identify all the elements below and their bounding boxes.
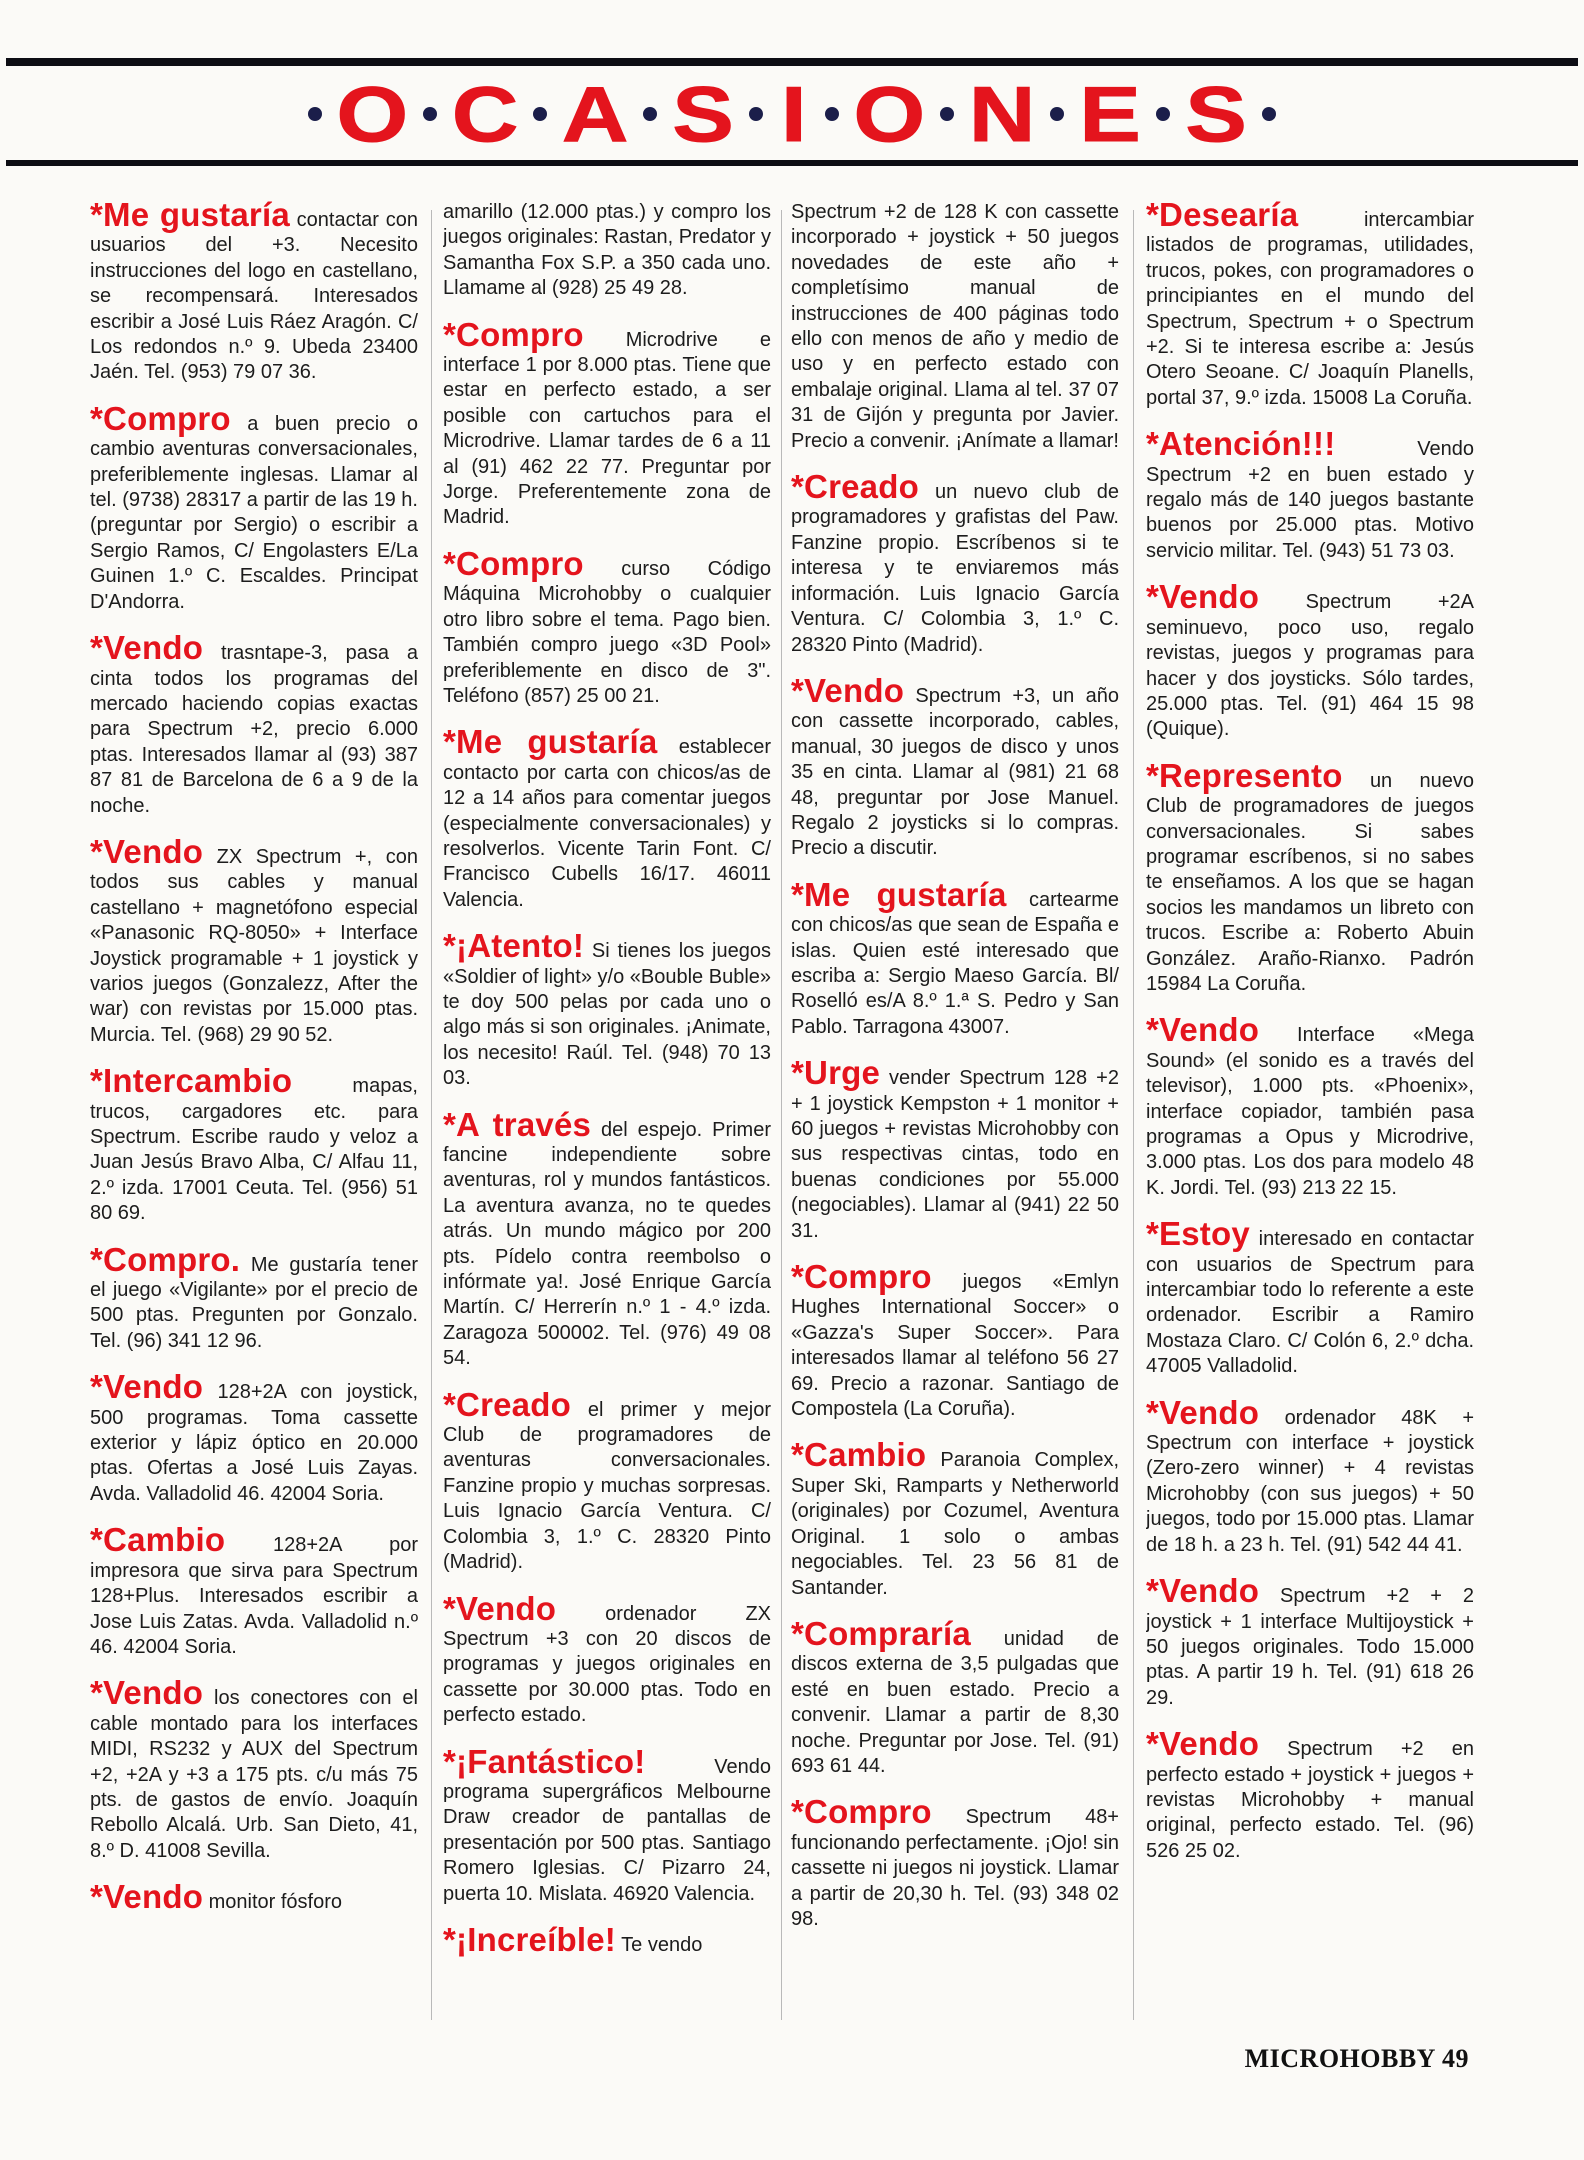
classified-ad <box>791 671 1119 862</box>
classified-ad <box>791 1258 1119 1422</box>
ad-keyword: *Vendo <box>90 629 204 667</box>
ad-text: Spectrum +3, un año con cassette incorporado, cables, manual, 30 juegos de disco y unos 35 en cinta. Llamar al (981) 21 68 48, preguntar por Jose Manuel. Regalo 2 joysticks si lo compras. Precio a discutir. <box>791 684 1119 860</box>
ad-keyword: *A través <box>443 1105 592 1143</box>
ad-text: Spectrum +2 de 128 K con cassette incorporado + joystick + 50 juegos novedades de este año + completísimo manual de instrucciones de 400 páginas todo ello con menos de año y medio de uso y en perfecto estado con embalaje original. Llama al tel. 37 07 31 de Gijón y pregunta por Javier. Precio a convenir. ¡Anímate a llamar! <box>791 201 1119 452</box>
ad-text: monitor fósforo <box>208 1891 343 1914</box>
top-rule <box>6 58 1578 66</box>
ad-text: Spectrum 48+ funcionando perfectamente. ¡Ojo! sin cassette ni juegos ni joystick. Llamar a partir de 20,30 h. Tel. (93) 348 02 98. <box>791 1806 1119 1930</box>
ad-keyword: *Compro <box>443 315 584 353</box>
classified-ad <box>90 1240 418 1355</box>
ad-keyword: *Creado <box>443 1385 571 1423</box>
classified-ad <box>90 200 418 386</box>
ad-keyword: *Vendo <box>1146 1011 1260 1049</box>
classified-ad <box>791 1614 1119 1779</box>
banner-letter: S <box>1185 70 1247 158</box>
banner-letter: N <box>968 70 1036 158</box>
ad-keyword: *Vendo <box>90 832 204 870</box>
ad-keyword: *Vendo <box>1146 578 1260 616</box>
ad-text: Vendo Spectrum +2 en buen estado y regalo más de 140 juegos bastante buenos por 25.000 ptas. Motivo servicio militar. Tel. (943) 51 73 03. <box>1146 438 1474 562</box>
classifieds-column-1 <box>90 200 418 2030</box>
classified-ad <box>1146 200 1474 411</box>
classified-ad <box>443 544 771 709</box>
classified-ad <box>791 1054 1119 1244</box>
ad-keyword: *Vendo <box>443 1589 557 1627</box>
ad-text: cartearme con chicos/as que sean de España e islas. Quien esté interesado que escriba a: Sergio Maeso García. Bl/ Roselló es/A 8.º 1.ª S. Pedro y San Pablo. Tarragona 43007. <box>791 888 1119 1038</box>
classified-ad <box>1146 425 1474 564</box>
ad-keyword: *Atención!!! <box>1146 425 1336 463</box>
ad-keyword: *Vendo <box>791 671 905 709</box>
classified-ad <box>443 200 771 302</box>
ad-keyword: *Vendo <box>1146 1393 1260 1431</box>
ad-text: a buen precio o cambio aventuras conversacionales, preferiblemente inglesas. Llamar al tel. (9738) 28317 a partir de las 19 h. (preguntar por Sergio) o escribir a Sergio Ramos, C/ Engolasters E/La Guinen 1.º C. Escaldes. Principat D'Andorra. <box>90 412 418 613</box>
ad-text: del espejo. Primer fancine independiente sobre aventuras, rol y mundos fantásticos. La aventura avanza, no te quedes atrás. Un mundo mágico por 200 pts. Pídelo contra reembolso o infórmate ya!. José Enrique García Martín. C/ Herrerín n.º 1 - 4.º izda. Zaragoza 500002. Tel. (976) 49 08 54. <box>443 1118 771 1370</box>
classified-ad <box>1146 1011 1474 1201</box>
classified-ad <box>90 1674 418 1864</box>
banner-letter: E <box>1079 70 1141 158</box>
ad-keyword: *Urge <box>791 1054 881 1092</box>
classified-ad <box>443 723 771 913</box>
banner-dot <box>940 107 954 121</box>
ad-keyword: *Vendo <box>90 1368 204 1406</box>
ad-keyword: *Me gustaría <box>443 723 658 761</box>
ad-keyword: *Vendo <box>1146 1725 1260 1763</box>
ad-keyword: *Compro <box>791 1793 932 1831</box>
ad-keyword: *¡Atento! <box>443 927 585 965</box>
classified-ad <box>1146 1393 1474 1558</box>
classified-ad <box>791 1436 1119 1600</box>
ad-text: mapas, trucos, cargadores etc. para Spectrum. Escribe raudo y veloz a Juan Jesús Bravo Alba, C/ Alfau 11, 2.º izda. 17001 Ceuta. Tel. (956) 51 80 69. <box>90 1075 418 1225</box>
classified-ad <box>791 1793 1119 1932</box>
banner-dot <box>308 107 322 121</box>
ad-text: los conectores con el cable montado para los interfaces MIDI, RS232 y AUX del Spectrum +2, +2A y +3 a 175 pts. c/u más 75 pts. de gastos de envío. Joaquín Rebollo Alcalá. Urb. San Dieto, 41, 8.º D. 41008 Sevilla. <box>90 1687 418 1862</box>
classified-ad <box>791 468 1119 658</box>
classified-ad <box>90 832 418 1048</box>
ad-text: el primer y mejor Club de programadores de aventuras conversacionales. Fanzine propio y muchas sorpresas. Luis Ignacio García Ventura. C/ Colombia 3, 1.º C. 28320 Pinto (Madrid). <box>443 1398 771 1574</box>
section-banner <box>0 70 1584 158</box>
ad-text: Me gustaría tener el juego «Vigilante» por el precio de 500 ptas. Pregunten por Gonzalo. Tel. (96) 341 12 96. <box>90 1253 418 1352</box>
ad-text: curso Código Máquina Microhobby o cualquier otro libro sobre el tema. Pago bien. También compro juego «3D Pool» preferiblemente en disco de 3". Teléfono (857) 25 00 21. <box>443 557 771 707</box>
banner-letter: S <box>672 70 734 158</box>
ad-keyword: *Compraría <box>791 1614 971 1652</box>
classifieds-column-3 <box>791 200 1119 2030</box>
ad-text: ordenador ZX Spectrum +3 con 20 discos de programas y juegos originales en cassette por 30.000 ptas. Todo en perfecto estado. <box>443 1602 771 1727</box>
ad-text: 128+2A por impresora que sirva para Spectrum 128+Plus. Interesados escribir a Jose Luis Zatas. Avda. Valladolid n.º 46. 42004 Soria. <box>90 1534 418 1658</box>
page-folio: MICROHOBBY 49 <box>1244 2044 1469 2073</box>
ad-text: trasntape-3, pasa a cinta todos los programas del mercado haciendo copias exactas para Spectrum +2, precio 6.000 ptas. Interesados llamar al (93) 387 87 81 de Barcelona de 6 a 9 de la noche. <box>90 642 418 817</box>
ad-text: 128+2A con joystick, 500 programas. Toma cassette exterior y lápiz óptico en 20.000 ptas. Ofertas a José Luis Zayas. Avda. Valladolid 46. 42004 Soria. <box>90 1381 418 1505</box>
classified-ad <box>791 875 1119 1040</box>
classifieds-column-4 <box>1146 200 1474 2030</box>
classified-ad <box>443 1742 771 1907</box>
ad-text: Paranoia Complex, Super Ski, Ramparts y Netherworld (originales) por Cozumel, Aventura Original. 1 solo o ambas negociables. Tel. 23 56 81 de Santander. <box>791 1449 1119 1599</box>
column-divider <box>781 210 782 2020</box>
ad-keyword: *Estoy <box>1146 1215 1250 1253</box>
ad-keyword: *Intercambio <box>90 1062 293 1100</box>
ad-text: interesado en contactar con usuarios de Spectrum para intercambiar todo lo referente a este ordenador. Escribir a Ramiro Mostaza Claro. C/ Colón 6, 2.º dcha. 47005 Valladolid. <box>1146 1228 1474 1378</box>
classified-ad <box>90 1878 418 1916</box>
ad-text: Spectrum +2A seminuevo, poco uso, regalo revistas, juegos y programas para hacer y dos joysticks. Sólo tardes, 25.000 ptas. Tel. (91) 464 15 98 (Quique). <box>1146 591 1474 741</box>
ad-text: unidad de discos externa de 3,5 pulgadas que esté en buen estado. Precio a convenir. Llamar a partir de 8,30 noche. Preguntar por Jose. Tel. (91) 693 61 44. <box>791 1627 1119 1777</box>
banner-bottom-rule <box>6 160 1578 166</box>
classified-ad <box>791 200 1119 454</box>
ad-text: ZX Spectrum +, con todos sus cables y manual castellano + magnetófono especial «Panasonic RQ-8050» + Interface Joystick programable + 1 joystick y varios juegos (Gonzalezz, After the war) con revistas por 15.000 ptas. Murcia. Tel. (968) 29 90 52. <box>90 845 418 1046</box>
ad-keyword: *¡Increíble! <box>443 1920 616 1958</box>
column-divider <box>1133 210 1134 2020</box>
ad-text: Vendo programa supergráficos Melbourne Draw creador de pantallas de presentación por 500 ptas. Santiago Romero Iglesias. C/ Pizarro 24, puerta 10. Mislata. 46920 Valencia. <box>443 1755 771 1905</box>
banner-dot <box>423 107 437 121</box>
ad-keyword: *Me gustaría <box>791 875 1007 913</box>
classified-ad <box>443 1105 771 1372</box>
banner-dot <box>749 107 763 121</box>
ad-keyword: *Vendo <box>1146 1572 1260 1610</box>
banner-dot <box>1262 107 1276 121</box>
ad-keyword: *Compro. <box>90 1240 241 1278</box>
ad-text: Te vendo <box>621 1933 703 1956</box>
banner-letter: A <box>561 70 629 158</box>
ad-keyword: *¡Fantástico! <box>443 1742 646 1780</box>
ad-text: Interface «Mega Sound» (el sonido es a través del televisor), 1.000 pts. «Phoenix», interface copiador, también pasa programas a Opus y Microdrive, 3.000 ptas. Los dos para modelo 48 K. Jordi. Tel. (93) 213 22 15. <box>1146 1024 1474 1199</box>
ad-text: juegos «Emlyn Hughes International Soccer» o «Gazza's Super Soccer». Para interesados llamar al teléfono 56 27 69. Precio a razonar. Santiago de Compostela (La Coruña). <box>791 1271 1119 1421</box>
classified-ad <box>1146 1725 1474 1864</box>
banner-dot <box>533 107 547 121</box>
ad-text: contactar con usuarios del +3. Necesito instrucciones del logo en castellano, se recompensará. Interesados escribir a José Luis Ráez Aragón. C/ Los redondos n.º 9. Ubeda 23400 Jaén. Tel. (953) 79 07 36. <box>90 209 418 384</box>
ad-text: Spectrum +2 + 2 joystick + 1 interface Multijoystick + 50 juegos originales. Todo 15.000 ptas. A partir 19 h. Tel. (91) 618 26 29. <box>1146 1585 1474 1709</box>
column-divider <box>431 210 432 2020</box>
ad-keyword: *Me gustaría <box>90 200 290 233</box>
ad-text: Spectrum +2 en perfecto estado + joystick + juegos + revistas Microhobby + manual original, perfecto estado. Tel. (96) 526 25 02. <box>1146 1738 1474 1862</box>
banner-letter: I <box>781 70 807 158</box>
ad-keyword: *Desearía <box>1146 200 1299 233</box>
ad-keyword: *Creado <box>791 468 919 506</box>
classified-ad <box>443 1385 771 1576</box>
ad-keyword: *Vendo <box>90 1878 204 1916</box>
banner-dot <box>825 107 839 121</box>
ad-text: ordenador 48K + Spectrum con interface + joystick (Zero-zero winner) + 4 revistas Microhobby (con sus juegos) + 50 juegos, todo por 15.000 ptas. Llamar de 18 h. a 23 h. Tel. (91) 542 44 41. <box>1146 1406 1474 1556</box>
classified-ad <box>1146 1572 1474 1711</box>
classified-ad <box>90 399 418 615</box>
ad-keyword: *Vendo <box>90 1674 204 1712</box>
classified-ad <box>90 1521 418 1660</box>
ad-text: un nuevo Club de programadores de juegos conversacionales. Si sabes programar escríbenos, si no sabes te enseñamos. A los que se hagan socios les mandamos un libreto con trucos. Escribe a: Roberto Abuin González. Araño-Rianxo. Padrón 15984 La Coruña. <box>1146 769 1474 995</box>
ad-keyword: *Compro <box>791 1258 932 1296</box>
ad-keyword: *Cambio <box>90 1521 226 1559</box>
classified-ad <box>1146 578 1474 742</box>
ad-text: Microdrive e interface 1 por 8.000 ptas. Tiene que estar en perfecto estado, a ser posible con cartuchos para el Microdrive. Llamar tardes de 6 a 11 al (91) 462 22 77. Preguntar por Jorge. Preferentemente zona de Madrid. <box>443 328 771 529</box>
ad-keyword: *Represento <box>1146 756 1343 794</box>
banner-dot <box>1156 107 1170 121</box>
banner-letter: C <box>451 70 519 158</box>
classifieds-column-2 <box>443 200 771 2030</box>
ad-text: Si tienes los juegos «Soldier of light» y/o «Bouble Buble» te doy 500 pelas por cada uno o algo más si son originales. ¡Animate, los necesito! Raúl. Tel. (948) 70 13 03. <box>443 940 771 1090</box>
classified-ad <box>443 315 771 531</box>
ad-keyword: *Compro <box>443 544 584 582</box>
ad-keyword: *Compro <box>90 399 231 437</box>
classified-ad <box>90 1062 418 1226</box>
classified-ad <box>443 1589 771 1729</box>
ad-text: un nuevo club de programadores y grafistas del Paw. Fanzine propio. Escríbenos si te interesa y te enviaremos más información. Luis Ignacio García Ventura. C/ Colombia 3, 1.º C. 28320 Pinto (Madrid). <box>791 481 1119 656</box>
banner-dot <box>643 107 657 121</box>
classified-ad <box>1146 756 1474 998</box>
classified-ad <box>443 1920 771 1958</box>
ad-text: establecer contacto por carta con chicos/as de 12 a 14 años para comentar juegos (especialmente conversacionales) y resolverlos. Vicente Tarin Font. C/ Francisco Cubells 16/17. 46011 Valencia. <box>443 736 771 911</box>
classified-ad <box>443 927 771 1091</box>
classified-ad <box>1146 1215 1474 1379</box>
banner-letter: O <box>853 70 926 158</box>
ad-text: vender Spectrum 128 +2 + 1 joystick Kempston + 1 monitor + 60 juegos + revistas Microhobby con sus respectivas cintas, todo en buenas condiciones por 55.000 (negociables). Llamar al (941) 22 50 31. <box>791 1067 1119 1242</box>
classified-ad <box>90 629 418 819</box>
ad-text: intercambiar listados de programas, utilidades, trucos, pokes, con programadores o principiantes en el mundo del Spectrum, Spectrum + o Spectrum +2. Si te interesa escribe a: Jesús Otero Seoane. C/ Joaquín Planells, portal 37, 9.º izda. 15008 La Coruña. <box>1146 209 1474 409</box>
classified-ad <box>90 1368 418 1507</box>
ad-keyword: *Cambio <box>791 1436 927 1474</box>
ad-text: amarillo (12.000 ptas.) y compro los juegos originales: Rastan, Predator y Samantha Fox S.P. a 350 cada uno. Llamame al (928) 25 49 28. <box>443 201 771 300</box>
banner-dot <box>1050 107 1064 121</box>
banner-letter: O <box>336 70 409 158</box>
